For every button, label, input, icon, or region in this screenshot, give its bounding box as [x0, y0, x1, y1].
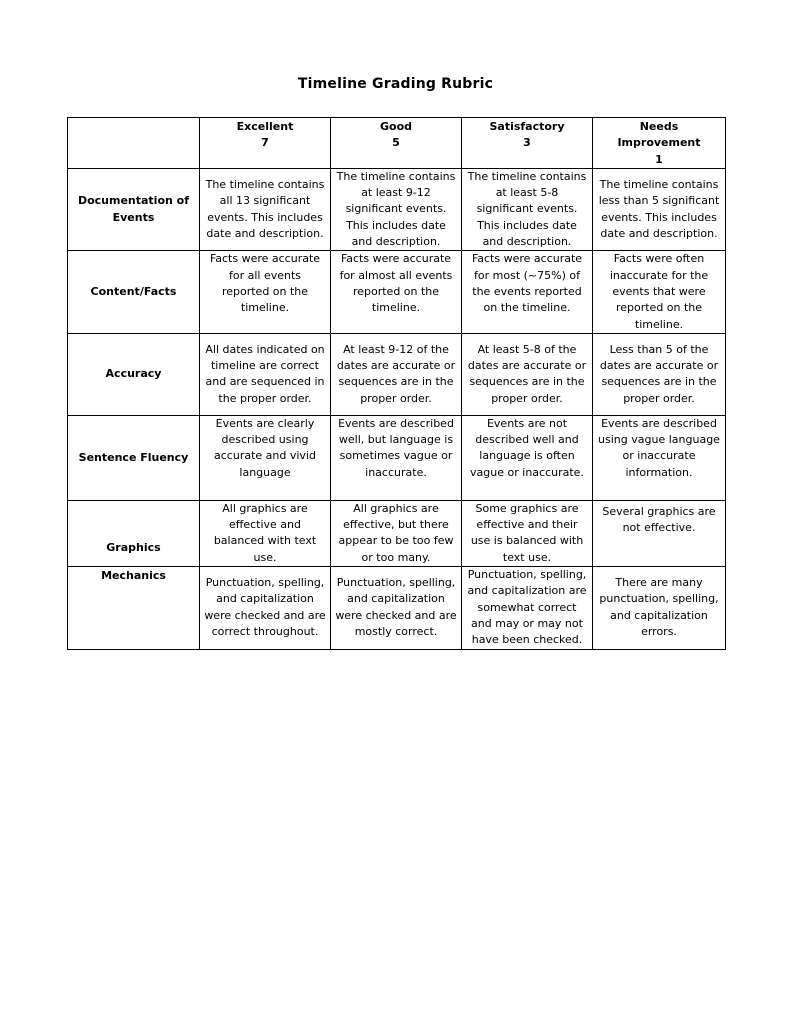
criteria-cell: Events are clearly described using accurate and vivid language — [200, 415, 331, 500]
criteria-cell: Punctuation, spelling, and capitalization were checked and are mostly correct. — [331, 567, 462, 649]
criteria-cell: Less than 5 of the dates are accurate or sequences are in the proper order. — [593, 333, 726, 415]
rubric-row-content-facts — [68, 251, 726, 333]
rubric-row-documentation — [68, 168, 726, 250]
criteria-cell: At least 5-8 of the dates are accurate or sequences are in the proper order. — [462, 333, 593, 415]
row-label: Mechanics — [68, 567, 200, 649]
column-header-good — [331, 118, 462, 169]
header-corner-cell — [68, 118, 200, 169]
rubric-row-graphics — [68, 500, 726, 566]
row-label: Accuracy — [68, 333, 200, 415]
document-title: Timeline Grading Rubric — [297, 76, 494, 92]
header-row — [68, 118, 726, 169]
criteria-cell: There are many punctuation, spelling, and capitalization errors. — [593, 567, 726, 649]
criteria-cell: All graphics are effective, but there appear to be too few or too many. — [331, 500, 462, 566]
criteria-cell: Punctuation, spelling, and capitalization are somewhat correct and may or may not have been checked. — [462, 567, 593, 649]
criteria-cell: The timeline contains less than 5 significant events. This includes date and description. — [593, 168, 726, 250]
row-label: Content/Facts — [68, 251, 200, 333]
criteria-cell: The timeline contains at least 9-12 significant events. This includes date and description. — [331, 168, 462, 250]
column-score: 5 — [392, 136, 400, 150]
criteria-cell: Facts were often inaccurate for the events that were reported on the timeline. — [593, 251, 726, 333]
rubric-row-mechanics — [68, 567, 726, 649]
criteria-cell: Punctuation, spelling, and capitalization were checked and are correct throughout. — [200, 567, 331, 649]
column-name: Excellent — [236, 120, 294, 133]
criteria-cell: All graphics are effective and balanced with text use. — [200, 500, 331, 566]
criteria-cell: Some graphics are effective and their use is balanced with text use. — [462, 500, 593, 566]
column-name: Needs Improvement — [617, 120, 701, 150]
row-label: Documentation of Events — [68, 168, 200, 250]
criteria-cell: All dates indicated on timeline are correct and are sequenced in the proper order. — [200, 333, 331, 415]
criteria-cell: Events are not described well and language is often vague or inaccurate. — [462, 415, 593, 500]
column-score: 7 — [261, 136, 269, 150]
criteria-cell: Several graphics are not effective. — [593, 500, 726, 566]
rubric-row-sentence-fluency — [68, 415, 726, 500]
column-name: Good — [379, 120, 413, 133]
column-header-satisfactory — [462, 118, 593, 169]
row-label: Graphics — [68, 500, 200, 566]
criteria-cell: The timeline contains all 13 significant events. This includes date and description. — [200, 168, 331, 250]
criteria-cell: The timeline contains at least 5-8 significant events. This includes date and description. — [462, 168, 593, 250]
column-score: 3 — [523, 136, 531, 150]
criteria-cell: Events are described using vague language or inaccurate information. — [593, 415, 726, 500]
rubric-row-accuracy — [68, 333, 726, 415]
row-label: Sentence Fluency — [68, 415, 200, 500]
criteria-cell: Events are described well, but language is sometimes vague or inaccurate. — [331, 415, 462, 500]
column-header-excellent — [200, 118, 331, 169]
criteria-cell: Facts were accurate for all events reported on the timeline. — [200, 251, 331, 333]
column-name: Satisfactory — [489, 120, 565, 133]
rubric-table — [67, 117, 726, 650]
criteria-cell: At least 9-12 of the dates are accurate or sequences are in the proper order. — [331, 333, 462, 415]
criteria-cell: Facts were accurate for almost all events reported on the timeline. — [331, 251, 462, 333]
column-header-needs-improvement — [593, 118, 726, 169]
criteria-cell: Facts were accurate for most (~75%) of the events reported on the timeline. — [462, 251, 593, 333]
column-score: 1 — [655, 152, 663, 166]
